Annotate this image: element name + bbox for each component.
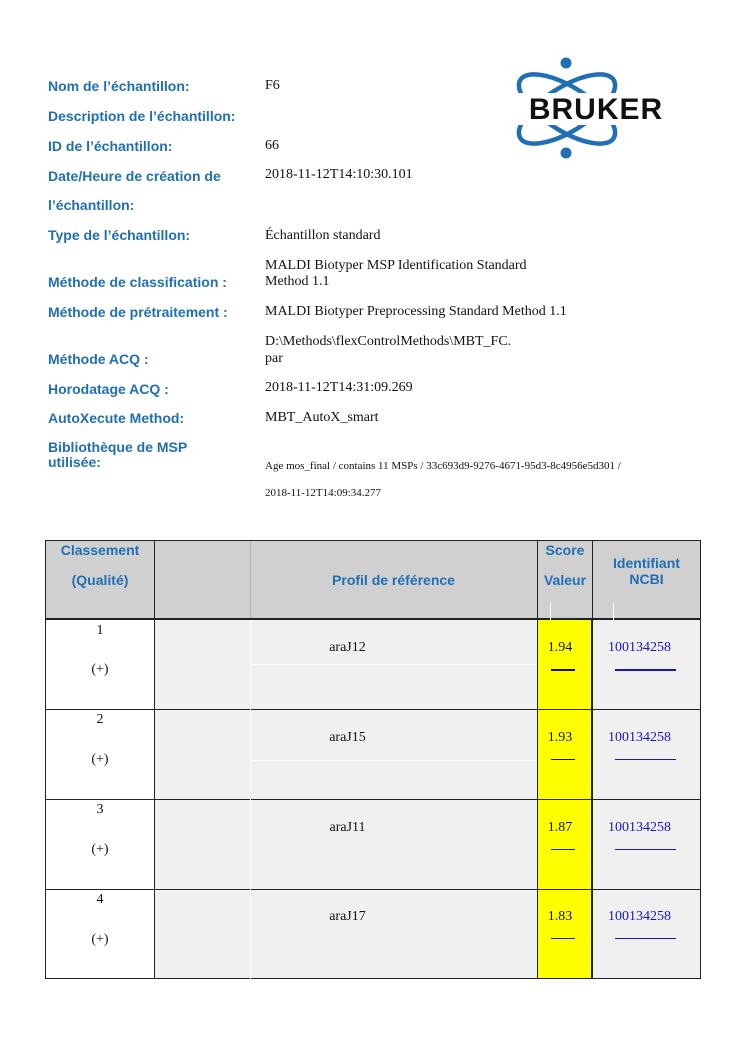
preprocessing-method-label: Méthode de prétraitement : <box>48 304 228 320</box>
classification-method-value-line2: Method 1.1 <box>265 274 330 289</box>
sample-date-label-line1: Date/Heure de création de <box>48 168 221 184</box>
sample-id-value: 66 <box>265 138 279 153</box>
ncbi-link[interactable]: 100134258 <box>608 820 671 835</box>
ncbi-link[interactable]: 100134258 <box>608 640 671 655</box>
header-valeur: Valeur <box>543 572 587 588</box>
preprocessing-method-value: MALDI Biotyper Preprocessing Standard Method 1.1 <box>265 304 567 319</box>
header-profil-cell <box>155 540 537 620</box>
ncbi-link[interactable]: 100134258 <box>608 909 671 924</box>
results-table <box>45 540 701 979</box>
header-qualite: (Qualité) <box>71 572 129 588</box>
quality-value: (+) <box>91 932 109 947</box>
sample-name-label: Nom de l’échantillon: <box>48 78 190 94</box>
bruker-atom-icon <box>498 55 694 163</box>
header-ncbi: NCBI <box>629 571 664 587</box>
autoxecute-method-value: MBT_AutoX_smart <box>265 410 379 425</box>
header-ncbi-cell <box>593 540 701 620</box>
msp-library-value-line2: 2018-11-12T14:09:34.277 <box>265 487 381 499</box>
score-value: 1.83 <box>547 909 573 924</box>
header-identifiant: Identifiant <box>613 555 680 571</box>
quality-value: (+) <box>91 842 109 857</box>
header-score: Score <box>545 542 585 558</box>
score-value: 1.94 <box>547 640 573 655</box>
msp-library-label-line2: utilisée: <box>48 454 101 470</box>
rank-value: 3 <box>96 802 104 817</box>
header-score-cell <box>537 540 593 620</box>
header-classement: Classement <box>60 542 140 558</box>
header-profil: Profil de référence <box>332 572 455 588</box>
sample-id-label: ID de l’échantillon: <box>48 138 173 154</box>
rank-value: 4 <box>96 892 104 907</box>
rank-value: 1 <box>96 623 104 638</box>
reference-profile: araJ12 <box>329 640 366 655</box>
sample-type-value: Échantillon standard <box>265 228 381 243</box>
sample-description-label: Description de l’échantillon: <box>48 108 236 124</box>
autoxecute-method-label: AutoXecute Method: <box>48 410 185 426</box>
acq-method-value-line2: par <box>265 351 283 366</box>
rank-value: 2 <box>96 712 104 727</box>
acq-method-value-line1: D:\Methods\flexControlMethods\MBT_FC. <box>265 334 512 349</box>
quality-value: (+) <box>91 662 109 677</box>
bruker-wordmark: BRUKER <box>528 93 664 126</box>
classification-method-label: Méthode de classification : <box>48 274 227 290</box>
acq-timestamp-label: Horodatage ACQ : <box>48 381 169 397</box>
msp-library-value-line1: Age mos_final / contains 11 MSPs / 33c693d9-9276-4671-95d3-8c4956e5d301 / <box>265 460 621 472</box>
ncbi-link[interactable]: 100134258 <box>608 730 671 745</box>
reference-profile: araJ15 <box>329 730 366 745</box>
acq-method-label: Méthode ACQ : <box>48 351 149 367</box>
header-classement-cell <box>45 540 155 620</box>
acq-timestamp-value: 2018-11-12T14:31:09.269 <box>265 380 413 395</box>
sample-date-value: 2018-11-12T14:10:30.101 <box>265 167 413 182</box>
sample-type-label: Type de l’échantillon: <box>48 227 191 243</box>
quality-value: (+) <box>91 752 109 767</box>
msp-library-label-line1: Bibliothèque de MSP <box>48 439 188 455</box>
sample-date-label-line2: l’échantillon: <box>48 197 135 213</box>
reference-profile: araJ17 <box>329 909 366 924</box>
sample-name-value: F6 <box>265 78 280 93</box>
classification-method-value-line1: MALDI Biotyper MSP Identification Standard <box>265 258 527 273</box>
bruker-logo <box>498 55 694 163</box>
score-value: 1.87 <box>547 820 573 835</box>
reference-profile: araJ11 <box>329 820 366 835</box>
score-value: 1.93 <box>547 730 573 745</box>
